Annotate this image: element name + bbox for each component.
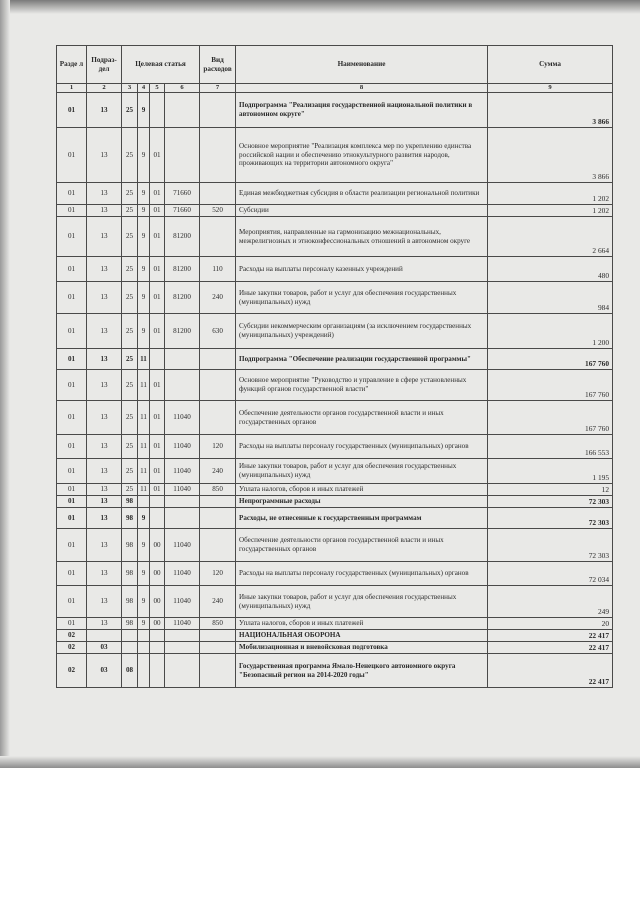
col-number: 8 [236,84,488,93]
program-code-cell: 25 [122,128,138,183]
direction-code-cell: 71660 [165,183,200,205]
table-row [57,508,613,529]
header-section: Разде л [57,46,87,84]
subsection-cell: 13 [87,618,122,630]
sum-cell: 3 866 [488,93,613,128]
direction-code-cell: 11040 [165,401,200,435]
section-cell: 01 [57,496,87,508]
subsection-cell: 13 [87,496,122,508]
expense-type-cell: 240 [200,459,236,484]
subprogram-code-cell: 11 [138,484,150,496]
program-code-cell: 98 [122,496,138,508]
subprogram-code-cell [138,630,150,642]
expense-type-cell [200,529,236,562]
name-cell: Расходы на выплаты персоналу государственных (муниципальных) органов [236,562,488,586]
subprogram-code-cell: 9 [138,257,150,282]
name-cell: Мобилизационная и вневойсковая подготовка [236,642,488,654]
table-row [57,496,613,508]
program-code-cell: 25 [122,370,138,401]
subsection-cell: 13 [87,435,122,459]
program-code-cell: 98 [122,618,138,630]
table-row [57,349,613,370]
section-cell: 01 [57,314,87,349]
direction-code-cell: 11040 [165,562,200,586]
section-cell: 01 [57,484,87,496]
scan-shadow-left [0,0,10,768]
expense-type-cell: 240 [200,586,236,618]
expense-type-cell: 120 [200,435,236,459]
program-code-cell: 25 [122,282,138,314]
program-code-cell: 98 [122,529,138,562]
direction-code-cell [165,128,200,183]
subprogram-code-cell: 11 [138,459,150,484]
expense-type-cell [200,642,236,654]
header-target-article: Целевая статья [122,46,200,84]
event-code-cell [150,642,165,654]
name-cell: Подпрограмма "Обеспечение реализации государственной программы" [236,349,488,370]
sum-cell: 1 202 [488,183,613,205]
expense-type-cell: 850 [200,618,236,630]
event-code-cell: 01 [150,459,165,484]
direction-code-cell [165,93,200,128]
header-name: Наименование [236,46,488,84]
event-code-cell: 01 [150,217,165,257]
section-cell: 01 [57,401,87,435]
event-code-cell: 01 [150,257,165,282]
subsection-cell: 13 [87,401,122,435]
sum-cell: 984 [488,282,613,314]
subprogram-code-cell [138,642,150,654]
direction-code-cell [165,370,200,401]
subsection-cell: 13 [87,529,122,562]
budget-table [56,45,613,688]
header-subsection: Подраз- дел [87,46,122,84]
section-cell: 01 [57,257,87,282]
subsection-cell: 13 [87,93,122,128]
col-number: 7 [200,84,236,93]
name-cell: Основное мероприятие "Реализация комплекса мер по укреплению единства российской нации и обеспечению этнокультурного развития народов, проживающих на территории автономного округа" [236,128,488,183]
section-cell: 02 [57,642,87,654]
name-cell: Субсидии [236,205,488,217]
section-cell: 01 [57,93,87,128]
direction-code-cell [165,349,200,370]
name-cell: Иные закупки товаров, работ и услуг для обеспечения государственных (муниципальных) нужд [236,282,488,314]
event-code-cell: 01 [150,484,165,496]
direction-code-cell: 11040 [165,435,200,459]
name-cell: Основное мероприятие "Руководство и управление в сфере установленных функций органов государственной власти" [236,370,488,401]
program-code-cell [122,642,138,654]
expense-type-cell [200,349,236,370]
program-code-cell: 25 [122,93,138,128]
subprogram-code-cell: 9 [138,205,150,217]
direction-code-cell [165,642,200,654]
table-row [57,314,613,349]
section-cell: 01 [57,459,87,484]
table-body [57,93,613,688]
subprogram-code-cell: 9 [138,128,150,183]
subsection-cell: 13 [87,586,122,618]
event-code-cell: 01 [150,205,165,217]
subsection-cell: 13 [87,562,122,586]
name-cell: Иные закупки товаров, работ и услуг для обеспечения государственных (муниципальных) нужд [236,459,488,484]
sum-cell: 72 303 [488,529,613,562]
program-code-cell: 25 [122,217,138,257]
subsection-cell: 13 [87,282,122,314]
subprogram-code-cell: 9 [138,562,150,586]
section-cell: 02 [57,654,87,688]
direction-code-cell: 81200 [165,217,200,257]
header-sum: Сумма [488,46,613,84]
sum-cell: 72 034 [488,562,613,586]
direction-code-cell: 11040 [165,586,200,618]
subprogram-code-cell: 9 [138,586,150,618]
table-row [57,217,613,257]
direction-code-cell: 81200 [165,282,200,314]
table-row [57,630,613,642]
sum-cell: 72 303 [488,508,613,529]
event-code-cell: 01 [150,282,165,314]
subsection-cell: 03 [87,654,122,688]
sum-cell: 1 202 [488,205,613,217]
section-cell: 01 [57,282,87,314]
expense-type-cell [200,370,236,401]
scan-shadow-top [0,0,640,14]
event-code-cell: 00 [150,586,165,618]
program-code-cell: 25 [122,435,138,459]
event-code-cell: 00 [150,618,165,630]
expense-type-cell [200,630,236,642]
expense-type-cell [200,217,236,257]
name-cell: Государственная программа Ямало-Ненецкого автономного округа "Безопасный регион на 2014-2020 годы" [236,654,488,688]
expense-type-cell [200,93,236,128]
program-code-cell: 25 [122,314,138,349]
subsection-cell: 13 [87,183,122,205]
name-cell: Непрограммные расходы [236,496,488,508]
table-row [57,529,613,562]
col-number: 6 [165,84,200,93]
subsection-cell: 13 [87,128,122,183]
table-row [57,282,613,314]
sum-cell: 167 760 [488,370,613,401]
program-code-cell: 98 [122,586,138,618]
sum-cell: 12 [488,484,613,496]
subprogram-code-cell [138,654,150,688]
expense-type-cell: 110 [200,257,236,282]
event-code-cell [150,630,165,642]
program-code-cell: 98 [122,562,138,586]
section-cell: 01 [57,183,87,205]
program-code-cell: 25 [122,205,138,217]
subsection-cell: 13 [87,508,122,529]
name-cell: Расходы, не отнесенные к государственным программам [236,508,488,529]
expense-type-cell: 240 [200,282,236,314]
subsection-cell [87,630,122,642]
subprogram-code-cell: 11 [138,349,150,370]
col-number: 4 [138,84,150,93]
sum-cell: 167 760 [488,349,613,370]
subprogram-code-cell: 9 [138,183,150,205]
direction-code-cell [165,496,200,508]
table-row [57,459,613,484]
table-row [57,484,613,496]
direction-code-cell: 11040 [165,484,200,496]
name-cell: Расходы на выплаты персоналу государственных (муниципальных) органов [236,435,488,459]
subsection-cell: 13 [87,349,122,370]
subprogram-code-cell: 11 [138,435,150,459]
sum-cell: 22 417 [488,642,613,654]
name-cell: Обеспечение деятельности органов государственной власти и иных государственных органов [236,529,488,562]
name-cell: Расходы на выплаты персоналу казенных учреждений [236,257,488,282]
table-row [57,618,613,630]
event-code-cell: 01 [150,128,165,183]
subprogram-code-cell: 9 [138,217,150,257]
expense-type-cell [200,128,236,183]
direction-code-cell [165,654,200,688]
event-code-cell: 01 [150,401,165,435]
sum-cell: 72 303 [488,496,613,508]
section-cell: 01 [57,370,87,401]
event-code-cell [150,654,165,688]
subsection-cell: 13 [87,484,122,496]
table-row [57,128,613,183]
event-code-cell: 01 [150,435,165,459]
subprogram-code-cell: 9 [138,282,150,314]
subsection-cell: 03 [87,642,122,654]
table-row [57,586,613,618]
table-row [57,370,613,401]
program-code-cell: 25 [122,459,138,484]
col-number: 2 [87,84,122,93]
subsection-cell: 13 [87,314,122,349]
section-cell: 01 [57,586,87,618]
sum-cell: 1 200 [488,314,613,349]
event-code-cell: 00 [150,529,165,562]
direction-code-cell: 71660 [165,205,200,217]
event-code-cell [150,93,165,128]
table-row [57,642,613,654]
scan-shadow-bottom [0,756,640,768]
direction-code-cell [165,508,200,529]
expense-type-cell: 850 [200,484,236,496]
expense-type-cell [200,508,236,529]
subsection-cell: 13 [87,205,122,217]
direction-code-cell: 11040 [165,618,200,630]
expense-type-cell [200,654,236,688]
event-code-cell: 00 [150,562,165,586]
sum-cell: 22 417 [488,630,613,642]
subprogram-code-cell: 9 [138,618,150,630]
event-code-cell [150,496,165,508]
subsection-cell: 13 [87,217,122,257]
table-row [57,257,613,282]
sum-cell: 22 417 [488,654,613,688]
direction-code-cell: 81200 [165,257,200,282]
subprogram-code-cell: 11 [138,370,150,401]
program-code-cell: 25 [122,401,138,435]
direction-code-cell: 11040 [165,529,200,562]
section-cell: 02 [57,630,87,642]
table-row [57,93,613,128]
sum-cell: 167 760 [488,401,613,435]
program-code-cell: 08 [122,654,138,688]
section-cell: 01 [57,562,87,586]
expense-type-cell [200,496,236,508]
program-code-cell: 25 [122,484,138,496]
subprogram-code-cell: 11 [138,401,150,435]
subsection-cell: 13 [87,459,122,484]
program-code-cell: 25 [122,183,138,205]
name-cell: Субсидии некоммерческим организациям (за исключением государственных (муниципальных) учреждений) [236,314,488,349]
direction-code-cell [165,630,200,642]
name-cell: Единая межбюджетная субсидия в области реализации региональной политики [236,183,488,205]
sum-cell: 3 866 [488,128,613,183]
header-expense-type: Вид расходов [200,46,236,84]
name-cell: Уплата налогов, сборов и иных платежей [236,618,488,630]
subprogram-code-cell [138,496,150,508]
expense-type-cell [200,183,236,205]
name-cell: Уплата налогов, сборов и иных платежей [236,484,488,496]
section-cell: 01 [57,217,87,257]
event-code-cell: 01 [150,314,165,349]
subprogram-code-cell: 9 [138,508,150,529]
program-code-cell [122,630,138,642]
section-cell: 01 [57,618,87,630]
sum-cell: 20 [488,618,613,630]
col-number: 3 [122,84,138,93]
event-code-cell [150,349,165,370]
program-code-cell: 25 [122,349,138,370]
section-cell: 01 [57,205,87,217]
expense-type-cell [200,401,236,435]
col-number: 5 [150,84,165,93]
event-code-cell: 01 [150,183,165,205]
subprogram-code-cell: 9 [138,529,150,562]
name-cell: Мероприятия, направленные на гармонизацию межнациональных, межрелигиозных и этноконфессиональных отношений в автономном округе [236,217,488,257]
table-row [57,562,613,586]
section-cell: 01 [57,435,87,459]
table-row [57,435,613,459]
name-cell: Подпрограмма "Реализация государственной национальной политики в автономном округе" [236,93,488,128]
name-cell: НАЦИОНАЛЬНАЯ ОБОРОНА [236,630,488,642]
section-cell: 01 [57,128,87,183]
table-row [57,401,613,435]
sum-cell: 249 [488,586,613,618]
expense-type-cell: 520 [200,205,236,217]
table-row [57,183,613,205]
subprogram-code-cell: 9 [138,93,150,128]
subprogram-code-cell: 9 [138,314,150,349]
program-code-cell: 25 [122,257,138,282]
subsection-cell: 13 [87,257,122,282]
col-number: 9 [488,84,613,93]
table-row [57,205,613,217]
column-numbers-row [57,84,613,93]
event-code-cell [150,508,165,529]
subsection-cell: 13 [87,370,122,401]
table-row [57,654,613,688]
program-code-cell: 98 [122,508,138,529]
event-code-cell: 01 [150,370,165,401]
sum-cell: 166 553 [488,435,613,459]
section-cell: 01 [57,529,87,562]
expense-type-cell: 120 [200,562,236,586]
sum-cell: 1 195 [488,459,613,484]
direction-code-cell: 11040 [165,459,200,484]
name-cell: Иные закупки товаров, работ и услуг для обеспечения государственных (муниципальных) нужд [236,586,488,618]
sum-cell: 2 664 [488,217,613,257]
sum-cell: 480 [488,257,613,282]
section-cell: 01 [57,508,87,529]
name-cell: Обеспечение деятельности органов государственной власти и иных государственных органов [236,401,488,435]
direction-code-cell: 81200 [165,314,200,349]
col-number: 1 [57,84,87,93]
expense-type-cell: 630 [200,314,236,349]
section-cell: 01 [57,349,87,370]
